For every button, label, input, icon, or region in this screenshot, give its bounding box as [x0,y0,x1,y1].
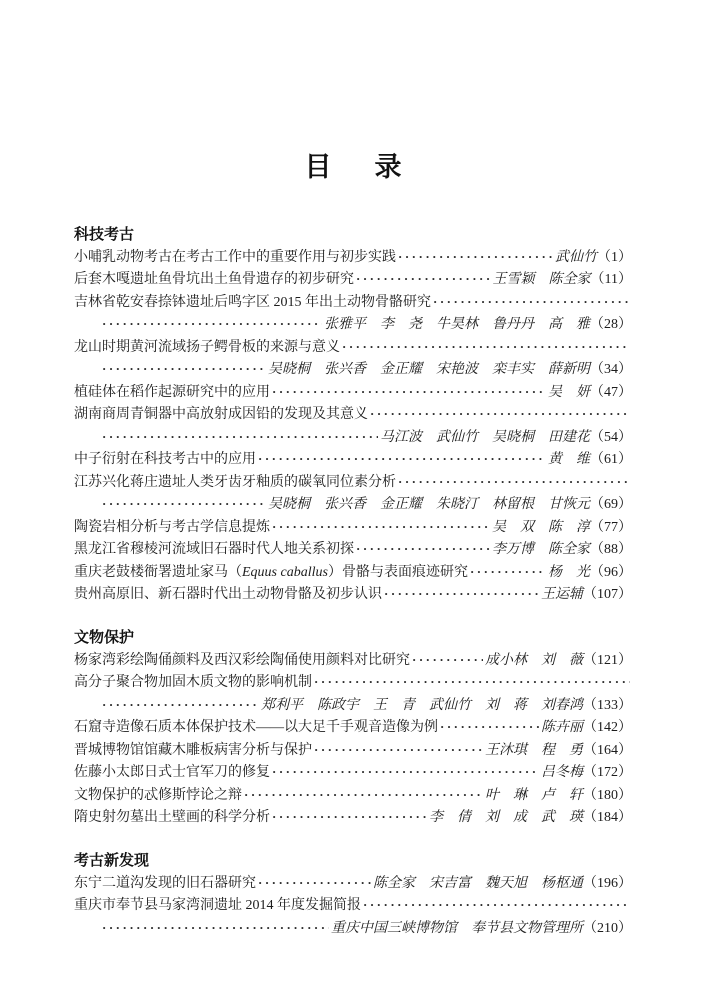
entry-title [74,247,396,269]
entry-title [74,895,361,917]
dot-leader [440,716,539,739]
entry-tail [548,562,632,584]
dot-leader [314,739,483,762]
entry-page: （69） [590,497,632,512]
entry-tail [492,539,632,561]
entry-title-text: 中子衍射在科技考古中的应用 [74,452,256,467]
entry-page: （196） [583,875,632,891]
entry-page: （54） [590,429,632,445]
dot-leader [102,426,378,449]
toc-entry [74,403,632,426]
entry-page: （47） [590,384,632,400]
toc-entry [74,291,632,314]
entry-title [74,740,312,762]
entry-title [74,517,270,539]
entry-page: （34） [590,362,632,377]
entry-title [74,449,256,471]
entry-tail [541,717,632,739]
entry-page: （1） [597,249,632,265]
entry-title [74,672,312,694]
dot-leader [412,649,483,672]
entry-tail [261,695,632,717]
entry-tail [324,314,632,336]
entry-authors: 李万博 陈全家 [492,542,590,557]
entry-title-text: 杨家湾彩绘陶俑颜料及西汉彩绘陶俑使用颜料对比研究 [74,652,410,668]
entry-tail [493,269,632,291]
dot-leader [272,761,539,784]
dot-leader [398,246,553,269]
entry-title-text: 贵州高原旧、新石器时代出土动物骨骼及初步认识 [74,587,382,602]
entry-title-latin: Equus caballus [242,564,328,580]
dot-leader [384,583,539,606]
toc-entry [74,806,632,829]
entry-title [74,472,396,494]
dot-leader [370,403,630,426]
entry-title [74,292,431,314]
entry-title-text: 晋城博物馆馆藏木雕板病害分析与保护 [74,742,312,758]
entry-title-text: 石窟寺造像石质本体保护技术——以大足千手观音造像为例 [74,720,438,735]
dot-leader [258,872,371,895]
dot-leader [356,538,490,561]
entry-authors: 王沐琪 程 勇 [485,742,583,758]
entry-authors: 杨 光 [548,564,590,580]
entry-title [74,785,242,807]
entry-page: （184） [583,810,632,825]
entry-title-text: 小哺乳动物考古在考古工作中的重要作用与初步实践 [74,249,396,265]
entry-title-text: 植硅体在稻作起源研究中的应用 [74,384,270,400]
entry-title [74,382,270,404]
entry-title [74,873,256,895]
dot-leader [433,291,630,314]
toc-entry [74,268,632,291]
entry-tail [548,382,632,404]
entry-authors: 王运辅 [541,587,583,602]
table-of-contents [74,224,632,939]
entry-title-text: 吉林省乾安春捺钵遗址后鸣字区 2015 年出土动物骨骼研究 [74,294,431,310]
toc-entry [74,246,632,269]
section-heading: 文物保护 [74,629,135,646]
toc-entry-continuation [74,694,632,717]
entry-page: （11） [590,272,632,287]
entry-page: （180） [583,787,632,803]
toc-section [74,224,632,606]
dot-leader [342,336,630,359]
toc-entry-continuation [74,426,632,449]
dot-leader [314,671,630,694]
section-heading: 考古新发现 [74,852,150,869]
dot-leader [356,268,491,291]
toc-entry [74,739,632,762]
entry-title-text: ）骨骼与表面痕迹研究 [327,564,468,580]
entry-title-text: 陶瓷岩相分析与考古学信息提炼 [74,519,270,535]
entry-title-text: 重庆市奉节县马家湾洞遗址 2014 年度发掘简报 [74,898,361,913]
entry-title [74,269,354,291]
dot-leader [363,894,630,917]
entry-title-text: 黑龙江省穆棱河流域旧石器时代人地关系初探 [74,542,354,557]
entry-title-text: 后套木嘎遗址鱼骨坑出土鱼骨遗存的初步研究 [74,272,354,287]
entry-title-text: 湖南商周青铜器中高放射成因铅的发现及其意义 [74,407,368,422]
entry-page: （142） [583,720,632,735]
toc-section [74,627,632,829]
dot-leader [272,381,546,404]
toc-entry [74,716,632,739]
entry-authors: 成小林 刘 薇 [485,652,583,668]
entry-title [74,404,368,426]
toc-entry [74,784,632,807]
dot-leader [398,471,630,494]
toc-entry-continuation [74,493,632,516]
entry-title-text: 文物保护的忒修斯悖论之辩 [74,787,242,803]
entry-page: （28） [590,317,632,332]
entry-tail [373,873,632,895]
entry-tail [555,247,632,269]
dot-leader [102,694,259,717]
entry-page: （61） [590,452,632,467]
entry-page: （88） [590,542,632,557]
entry-authors: 武仙竹 [555,249,597,265]
entry-title [74,650,410,672]
entry-tail [268,494,632,516]
toc-entry [74,761,632,784]
entry-page: （164） [583,742,632,758]
entry-tail [268,359,632,381]
toc-entry [74,336,632,359]
toc-entry-continuation [74,358,632,381]
entry-page: （133） [583,697,632,713]
dot-leader [102,358,266,381]
entry-title [74,337,340,359]
entry-authors: 陈全家 宋吉富 魏天旭 杨枢通 [373,875,583,891]
toc-entry-continuation [74,313,632,336]
entry-tail [380,427,632,449]
entry-authors: 马江波 武仙竹 吴晓桐 田建花 [380,429,590,445]
dot-leader [102,493,266,516]
entry-authors: 黄 维 [548,452,590,467]
toc-entry [74,561,632,584]
entry-title-text: 重庆老鼓楼衙署遗址家马（ [74,564,242,580]
entry-title [74,562,468,584]
section-heading: 科技考古 [74,226,135,243]
entry-tail [485,650,632,672]
entry-authors: 吴 妍 [548,384,590,400]
entry-authors: 吴晓桐 张兴香 金正耀 朱晓汀 林留根 甘恢元 [268,497,590,512]
toc-entry [74,448,632,471]
entry-tail [492,517,632,539]
entry-title [74,717,438,739]
toc-entry [74,583,632,606]
entry-tail [429,807,632,829]
entry-page: （121） [583,652,632,668]
toc-entry-continuation [74,917,632,940]
entry-authors: 叶 琳 卢 轩 [485,787,583,803]
toc-entry [74,516,632,539]
entry-title [74,539,354,561]
entry-authors: 陈卉丽 [541,720,583,735]
dot-leader [272,806,427,829]
entry-title-text: 隋史射勿墓出土壁画的科学分析 [74,810,270,825]
dot-leader [244,784,483,807]
entry-authors: 吴 双 陈 淳 [492,519,590,535]
entry-title-text: 高分子聚合物加固木质文物的影响机制 [74,675,312,690]
entry-tail [541,762,632,784]
entry-authors: 吕冬梅 [541,765,583,780]
dot-leader [470,561,546,584]
page-title: 目 录 [304,152,410,182]
entry-authors: 李 倩 刘 成 武 瑛 [429,810,583,825]
entry-authors: 王雪颖 陈全家 [492,272,591,287]
entry-authors: 吴晓桐 张兴香 金正耀 宋艳波 栾丰实 薛新明 [268,362,590,377]
entry-title [74,762,270,784]
entry-title [74,584,382,606]
entry-page: （107） [583,587,632,602]
entry-page: （172） [583,765,632,780]
entry-tail [485,740,632,762]
entry-title-text: 佐藤小太郎日式士官军刀的修复 [74,765,270,780]
toc-entry [74,538,632,561]
entry-title-text: 江苏兴化蒋庄遗址人类牙齿牙釉质的碳氧同位素分析 [74,474,396,490]
entry-authors: 重庆中国三峡博物馆 奉节县文物管理所 [331,920,583,936]
entry-authors: 张雅平 李 尧 牛昊林 鲁丹丹 高 雅 [324,317,590,332]
toc-entry [74,894,632,917]
dot-leader [258,448,546,471]
toc-entry [74,872,632,895]
entry-page: （210） [583,920,632,936]
entry-tail [541,584,632,606]
entry-authors: 郑利平 陈政宇 王 青 武仙竹 刘 蒋 刘春鸿 [261,697,583,713]
entry-title-text: 东宁二道沟发现的旧石器研究 [74,875,256,891]
toc-entry [74,471,632,494]
entry-title [74,807,270,829]
entry-title-text: 龙山时期黄河流域扬子鳄骨板的来源与意义 [74,339,340,355]
entry-tail [548,449,632,471]
dot-leader [102,313,322,336]
toc-entry [74,671,632,694]
entry-page: （77） [590,519,632,535]
dot-leader [102,917,329,940]
entry-tail [331,918,632,940]
entry-tail [485,785,632,807]
toc-entry [74,649,632,672]
toc-section [74,850,632,939]
entry-page: （96） [590,564,632,580]
dot-leader [272,516,490,539]
toc-entry [74,381,632,404]
